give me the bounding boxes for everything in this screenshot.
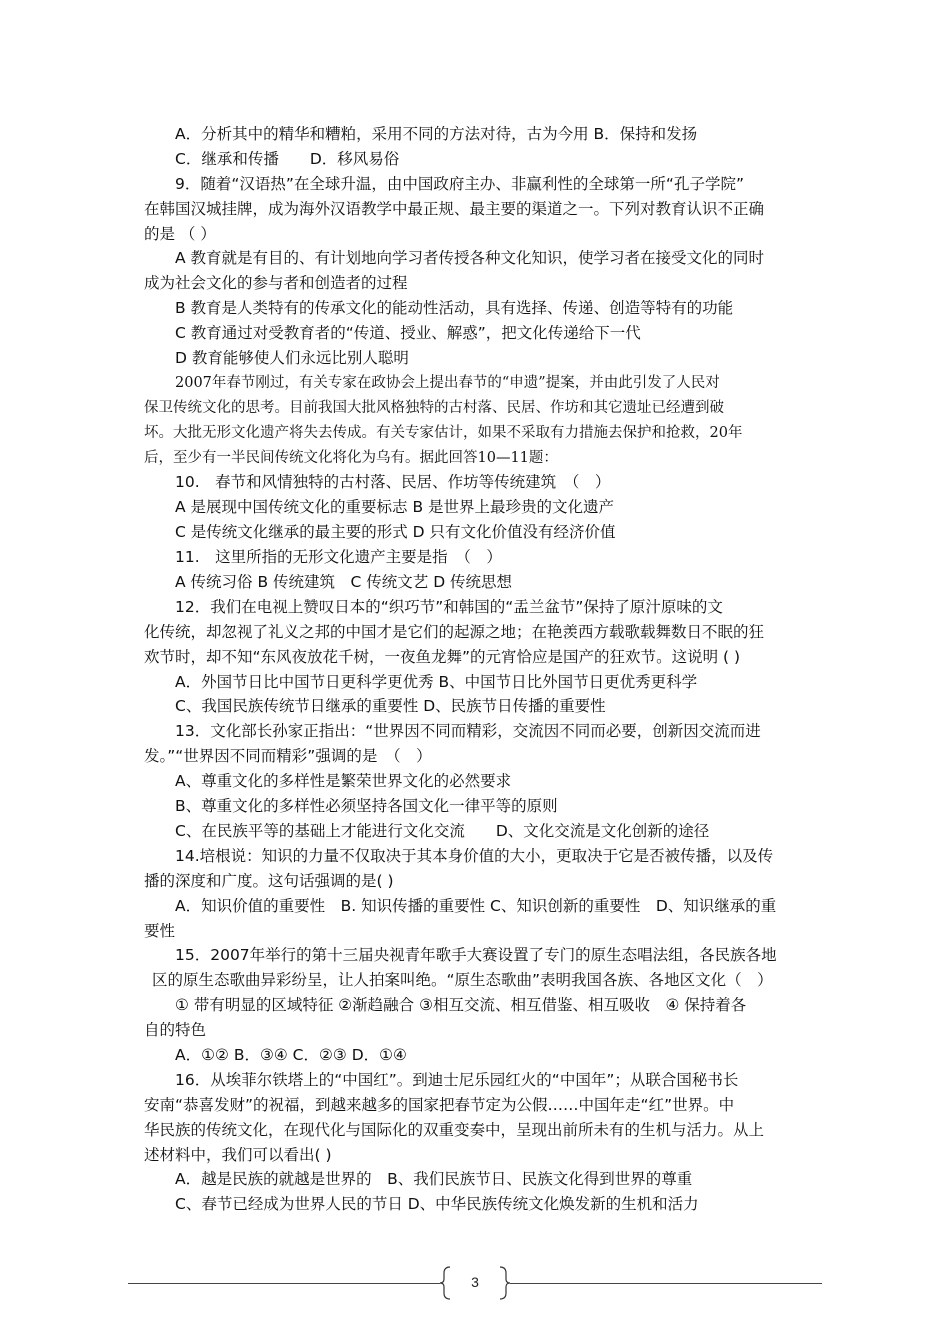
text-line: 区的原生态歌曲异彩纷呈，让人拍案叫绝。“原生态歌曲”表明我国各族、各地区文化（ ）	[152, 971, 773, 990]
text-line: 12．我们在电视上赞叹日本的“织巧节”和韩国的“盂兰盆节”保持了原汁原味的文	[175, 597, 723, 616]
text-line: 坏。大批无形文化遗产将失去传成。有关专家估计，如果不采取有力措施去保护和抢救，20年	[144, 424, 743, 441]
text-line: 在韩国汉城挂牌，成为海外汉语教学中最正规、最主要的渠道之一。下列对教育认识不正确	[144, 199, 765, 218]
text-line: C、我国民族传统节日继承的重要性 D、民族节日传播的重要性	[175, 697, 606, 716]
text-line: A．分析其中的精华和糟粕，采用不同的方法对待，古为今用 B．保持和发扬	[175, 125, 698, 143]
text-line: 安南“恭喜发财”的祝福，到越来越多的国家把春节定为公假……中国年走“红”世界。中	[144, 1095, 735, 1114]
text-line: D 教育能够使人们永远比别人聪明	[175, 349, 409, 368]
text-line: 发。”“世界因不同而精彩”强调的是 （ ）	[144, 747, 432, 766]
text-line: 述材料中，我们可以看出( )	[144, 1145, 332, 1164]
text-line: 15．2007年举行的第十三届央视青年歌手大赛设置了专门的原生态唱法组，各民族各地	[175, 946, 777, 965]
text-line: C、春节已经成为世界人民的节日 D、中华民族传统文化焕发新的生机和活力	[175, 1195, 699, 1214]
text-line: 成为社会文化的参与者和创造者的过程	[144, 274, 408, 293]
text-line: 自的特色	[144, 1021, 207, 1040]
text-line: ① 带有明显的区域特征 ②渐趋融合 ③相互交流、相互借鉴、相互吸收 ④ 保持着各	[175, 996, 747, 1015]
text-line: A．外国节日比中国节日更科学更优秀 B、中国节日比外国节日更优秀更科学	[175, 672, 698, 691]
page-number-bracket	[440, 1266, 510, 1300]
text-line: 化传统，却忽视了礼义之邦的中国才是它们的起源之地；在艳羡西方载歌载舞数日不眠的狂	[144, 622, 765, 641]
text-line: 欢节时，却不知“东风夜放花千树，一夜鱼龙舞”的元宵恰应是国产的狂欢节。这说明 ( )	[144, 647, 741, 666]
text-line: A．①② B．③④ C．②③ D．①④	[175, 1045, 407, 1064]
text-line: A 教育就是有目的、有计划地向学习者传授各种文化知识，使学习者在接受文化的同时	[175, 249, 765, 268]
text-line: A、尊重文化的多样性是繁荣世界文化的必然要求	[175, 772, 512, 791]
text-line: 要性	[144, 921, 176, 940]
page-body	[144, 122, 807, 1217]
text-line: 华民族的传统文化，在现代化与国际化的双重变奏中，呈现出前所未有的生机与活力。从上	[144, 1120, 765, 1139]
text-line: B、尊重文化的多样性必须坚持各国文化一律平等的原则	[175, 797, 558, 816]
text-line: 16．从埃菲尔铁塔上的“中国红”。到迪士尼乐园红火的“中国年”；从联合国秘书长	[175, 1070, 739, 1089]
text-line: C、在民族平等的基础上才能进行文化交流 D、文化交流是文化创新的途径	[175, 821, 710, 840]
text-line: 14.培根说：知识的力量不仅取决于其本身价值的大小，更取决于它是否被传播，以及传	[175, 846, 774, 865]
text-line: A．越是民族的就越是世界的 B、我们民族节日、民族文化得到世界的尊重	[175, 1170, 693, 1189]
text-line: 10. 春节和风情独特的古村落、民居、作坊等传统建筑 （ ）	[175, 473, 611, 492]
text-line: 播的深度和广度。这句话强调的是( )	[144, 871, 394, 890]
footer-rule-left	[128, 1283, 440, 1284]
text-line: C．继承和传播 D．移风易俗	[175, 149, 400, 168]
text-line: A．知识价值的重要性 B. 知识传播的重要性 C、知识创新的重要性 D、知识继承的重	[175, 896, 777, 915]
text-line: 11. 这里所指的无形文化遗产主要是指 （ ）	[175, 548, 502, 567]
text-line: 的是 （ ）	[144, 224, 216, 243]
text-line: 2007年春节刚过，有关专家在政协会上提出春节的“申遗”提案，并由此引发了人民对	[175, 374, 720, 391]
footer-rule-right	[510, 1283, 822, 1284]
page-number: 3	[471, 1274, 479, 1290]
text-line: 保卫传统文化的思考。目前我国大批风格独特的古村落、民居、作坊和其它遗址已经遭到破	[144, 399, 724, 416]
text-line: B 教育是人类特有的传承文化的能动性活动，具有选择、传递、创造等特有的功能	[175, 299, 734, 318]
text-line: 后，至少有一半民间传统文化将化为乌有。据此回答10—11题：	[144, 449, 558, 466]
text-line: C 是传统文化继承的最主要的形式 D 只有文化价值没有经济价值	[175, 523, 616, 542]
text-line: 9．随着“汉语热”在全球升温，由中国政府主办、非赢利性的全球第一所“孔子学院”	[175, 174, 744, 193]
text-line: C 教育通过对受教育者的“传道、授业、解惑”，把文化传递给下一代	[175, 324, 641, 343]
text-line: A 传统习俗 B 传统建筑 C 传统文艺 D 传统思想	[175, 573, 513, 592]
text-line: 13．文化部长孙家正指出：“世界因不同而精彩，交流因不同而必要，创新因交流而进	[175, 722, 761, 741]
text-line: A 是展现中国传统文化的重要标志 B 是世界上最珍贵的文化遗产	[175, 498, 615, 517]
